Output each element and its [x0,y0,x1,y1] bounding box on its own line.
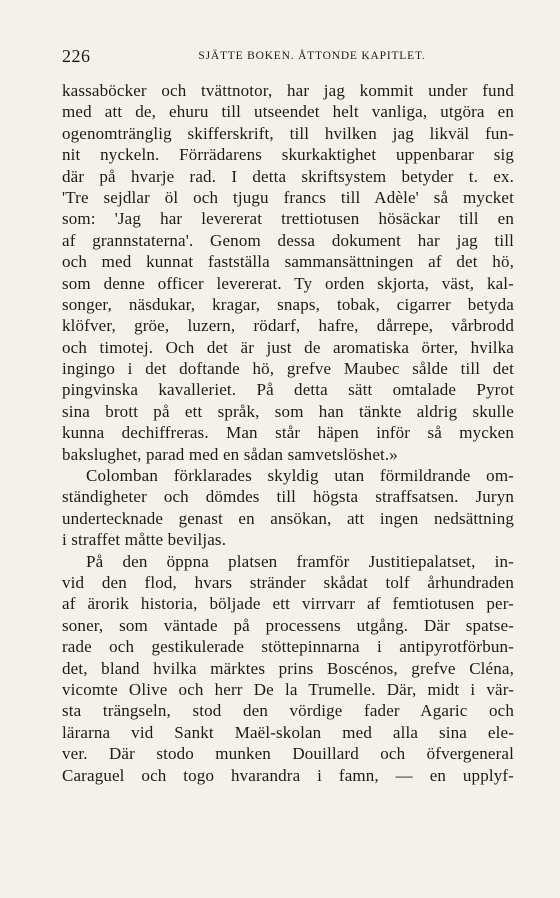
text-line: klöfver, gröe, luzern, rödarf, hafre, dårrepe, vårbrodd [62,316,514,336]
text-line: lärarna vid Sankt Maël-skolan med alla sina ele- [62,722,514,742]
text-line: rade och gestikulerade stöttepinnarna i antipyrotförbun- [62,637,514,657]
text-line: nit nyckeln. Förrädarens skurkaktighet uppenbarar sig [62,145,514,165]
text-line: bakslughet, parad med en sådan samvetslöshet.» [62,444,398,464]
text-line: af ärorik historia, böljade ett virrvarr af femtiotusen per- [62,594,514,614]
text-line: songer, näsdukar, kragar, snaps, tobak, cigarrer betyda [62,294,514,314]
text-line: undertecknade genast en ansökan, att ingen nedsättning [62,508,514,528]
page-number: 226 [62,46,91,66]
text-line: kunna dechiffreras. Man står häpen inför så mycken [62,423,514,443]
text-line: och med kunnat fastställa sammansättningen af det hö, [62,252,514,272]
text-line: ogenomtränglig skifferskrift, till hvilken jag likväl fun- [62,123,514,143]
text-line: som: 'Jag har levererat trettiotusen hösäckar till en [62,209,514,229]
text-line: pingvinska kavalleriet. På detta sätt omtalade Pyrot [62,380,514,400]
text-line: På den öppna platsen framför Justitiepalatset, in- [86,551,514,571]
text-line: i straffet måtte beviljas. [62,530,227,550]
text-line: vid den flod, hvars stränder skådat tolf århundraden [62,572,514,592]
paragraph [62,80,514,465]
text-line: med att de, ehuru till utseendet helt vanliga, utgöra en [62,102,514,122]
text-line: 'Tre sejdlar öl och tjugu francs till Adèle' så mycket [62,187,514,207]
text-line: af grannstaterna'. Genom dessa dokument har jag till [62,230,514,250]
text-line: ingingo i det doftande hö, grefve Maubec sålde till det [62,359,514,379]
text-line: och timotej. Och det är just de aromatiska örter, hvilka [62,337,514,357]
text-line: sina brott på ett språk, som han tänkte aldrig skulle [62,401,514,421]
text-line: som denne officer levererat. Ty orden skjorta, väst, kal- [62,273,514,293]
text-line: det, bland hvilka märktes prins Boscénos, grefve Cléna, [62,658,514,678]
text-line: soner, som väntade på processens utgång. Där spatse- [62,615,514,635]
text-line: Colomban förklarades skyldig utan förmildrande om- [86,466,514,486]
text-line: vicomte Olive och herr De la Trumelle. Där, midt i vär- [62,679,514,699]
text-line: ver. Där stodo munken Douillard och öfvergeneral [62,744,514,764]
paragraph [62,551,514,786]
text-line: kassaböcker och tvättnotor, har jag kommit under fund [62,81,514,100]
text-line: ständigheter och dömdes till högsta straffsatsen. Juryn [62,487,514,507]
page-header [62,46,514,70]
running-head: SJÄTTE BOKEN. ÅTTONDE KAPITLET. [198,50,426,62]
text-line: Caraguel och togo hvarandra i famn, — en upplyf- [62,765,514,785]
body-text [62,80,514,786]
text-line: sta trängseln, stod den vördige fader Agaric och [62,701,514,721]
text-line: där på hvarje rad. I detta skriftsystem betyder t. ex. [62,166,514,186]
paragraph [62,465,514,551]
